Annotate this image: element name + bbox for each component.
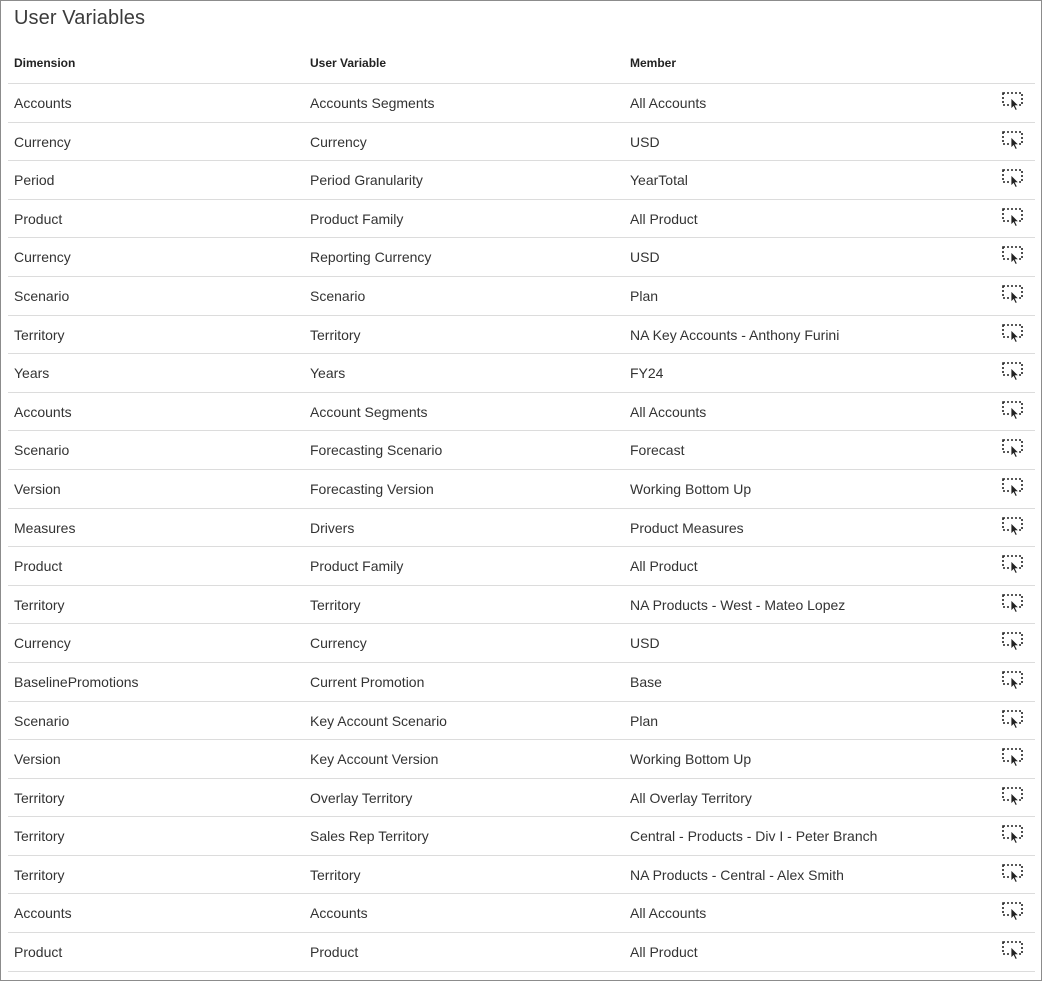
member-selector-icon[interactable] — [1002, 401, 1024, 421]
member-selector-icon[interactable] — [1002, 362, 1024, 382]
table-row — [8, 277, 1035, 316]
column-header-member: Member — [630, 56, 677, 70]
cell-user-variable: Years — [310, 365, 346, 382]
member-selector-icon[interactable] — [1002, 285, 1024, 305]
member-selector-icon[interactable] — [1002, 632, 1024, 652]
cell-dimension: Currency — [14, 133, 71, 150]
table-row — [8, 393, 1035, 432]
cell-dimension: Scenario — [14, 287, 70, 304]
member-selector-icon[interactable] — [1002, 864, 1024, 884]
cell-dimension: Territory — [14, 326, 65, 343]
table-row — [8, 894, 1035, 933]
member-selector-icon[interactable] — [1002, 594, 1024, 614]
cell-member: FY24 — [630, 365, 664, 382]
cell-member: All Product — [630, 944, 698, 961]
cell-member: USD — [630, 635, 660, 652]
table-row — [8, 200, 1035, 239]
cell-user-variable: Reporting Currency — [310, 249, 432, 266]
cell-member: YearTotal — [630, 172, 688, 189]
cell-user-variable: Product — [310, 944, 359, 961]
cell-dimension: Accounts — [14, 905, 72, 922]
cell-dimension: Currency — [14, 249, 71, 266]
cell-user-variable: Account Segments — [310, 403, 428, 420]
table-row — [8, 547, 1035, 586]
cell-dimension: Currency — [14, 635, 71, 652]
cell-user-variable: Forecasting Version — [310, 480, 434, 497]
member-selector-icon[interactable] — [1002, 902, 1024, 922]
table-row — [8, 470, 1035, 509]
cell-dimension: Territory — [14, 828, 65, 845]
cell-dimension: Scenario — [14, 712, 70, 729]
cell-member: NA Key Accounts - Anthony Furini — [630, 326, 840, 343]
cell-dimension: Scenario — [14, 442, 70, 459]
cell-dimension: Period — [14, 172, 55, 189]
cell-member: Base — [630, 673, 662, 690]
cell-member: All Accounts — [630, 403, 707, 420]
cell-user-variable: Key Account Scenario — [310, 712, 447, 729]
cell-user-variable: Product Family — [310, 558, 404, 575]
cell-member: Product Measures — [630, 519, 744, 536]
member-selector-icon[interactable] — [1002, 169, 1024, 189]
table-row — [8, 238, 1035, 277]
table-row — [8, 779, 1035, 818]
cell-user-variable: Drivers — [310, 519, 355, 536]
member-selector-icon[interactable] — [1002, 825, 1024, 845]
cell-dimension: Version — [14, 751, 61, 768]
table-row — [8, 431, 1035, 470]
member-selector-icon[interactable] — [1002, 941, 1024, 961]
cell-user-variable: Key Account Version — [310, 751, 439, 768]
cell-user-variable: Territory — [310, 326, 361, 343]
table-row — [8, 933, 1035, 972]
page-title: User Variables — [14, 7, 146, 29]
table-row — [8, 586, 1035, 625]
cell-member: Working Bottom Up — [630, 751, 752, 768]
table-row — [8, 123, 1035, 162]
table-row — [8, 856, 1035, 895]
cell-member: Working Bottom Up — [630, 480, 752, 497]
cell-user-variable: Sales Rep Territory — [310, 828, 429, 845]
cell-dimension: Territory — [14, 596, 65, 613]
cell-member: All Product — [630, 210, 698, 227]
member-selector-icon[interactable] — [1002, 324, 1024, 344]
member-selector-icon[interactable] — [1002, 208, 1024, 228]
member-selector-icon[interactable] — [1002, 710, 1024, 730]
cell-member: NA Products - West - Mateo Lopez — [630, 596, 846, 613]
cell-user-variable: Territory — [310, 866, 361, 883]
column-header-user-variable: User Variable — [310, 56, 387, 70]
cell-dimension: BaselinePromotions — [14, 673, 139, 690]
cell-dimension: Measures — [14, 519, 76, 536]
table-row — [8, 817, 1035, 856]
cell-member: Plan — [630, 287, 659, 304]
cell-user-variable: Currency — [310, 133, 367, 150]
member-selector-icon[interactable] — [1002, 671, 1024, 691]
table-body — [8, 84, 1035, 972]
table-row — [8, 354, 1035, 393]
table-row — [8, 84, 1035, 123]
member-selector-icon[interactable] — [1002, 439, 1024, 459]
cell-dimension: Accounts — [14, 403, 72, 420]
member-selector-icon[interactable] — [1002, 92, 1024, 112]
cell-member: All Accounts — [630, 95, 707, 111]
table-header — [8, 46, 1035, 84]
cell-member: Central - Products - Div I - Peter Branch — [630, 828, 878, 845]
member-selector-icon[interactable] — [1002, 246, 1024, 266]
member-selector-icon[interactable] — [1002, 787, 1024, 807]
cell-user-variable: Product Family — [310, 210, 404, 227]
table-row — [8, 161, 1035, 200]
member-selector-icon[interactable] — [1002, 748, 1024, 768]
table-row — [8, 702, 1035, 741]
member-selector-icon[interactable] — [1002, 478, 1024, 498]
cell-member: All Overlay Territory — [630, 789, 752, 806]
table-row — [8, 316, 1035, 355]
cell-user-variable: Scenario — [310, 287, 366, 304]
cell-user-variable: Accounts Segments — [310, 95, 435, 111]
cell-member: All Accounts — [630, 905, 707, 922]
cell-user-variable: Currency — [310, 635, 367, 652]
cell-user-variable: Accounts — [310, 905, 368, 922]
user-variables-table — [8, 46, 1035, 972]
cell-dimension: Version — [14, 480, 61, 497]
cell-user-variable: Current Promotion — [310, 673, 425, 690]
cell-user-variable: Overlay Territory — [310, 789, 413, 806]
member-selector-icon[interactable] — [1002, 517, 1024, 537]
cell-member: USD — [630, 249, 660, 266]
cell-dimension: Territory — [14, 789, 65, 806]
cell-user-variable: Period Granularity — [310, 172, 423, 189]
table-row — [8, 663, 1035, 702]
table-row — [8, 624, 1035, 663]
cell-dimension: Territory — [14, 866, 65, 883]
cell-user-variable: Forecasting Scenario — [310, 442, 443, 459]
column-header-dimension: Dimension — [14, 56, 76, 70]
member-selector-icon[interactable] — [1002, 131, 1024, 151]
cell-member: NA Products - Central - Alex Smith — [630, 866, 844, 883]
cell-dimension: Product — [14, 558, 63, 575]
cell-dimension: Accounts — [14, 95, 72, 111]
member-selector-icon[interactable] — [1002, 555, 1024, 575]
cell-dimension: Product — [14, 944, 63, 961]
cell-member: Forecast — [630, 442, 685, 459]
cell-member: All Product — [630, 558, 698, 575]
cell-member: USD — [630, 133, 660, 150]
table-row — [8, 509, 1035, 548]
cell-member: Plan — [630, 712, 659, 729]
cell-user-variable: Territory — [310, 596, 361, 613]
cell-dimension: Years — [14, 365, 50, 382]
table-row — [8, 740, 1035, 779]
cell-dimension: Product — [14, 210, 63, 227]
